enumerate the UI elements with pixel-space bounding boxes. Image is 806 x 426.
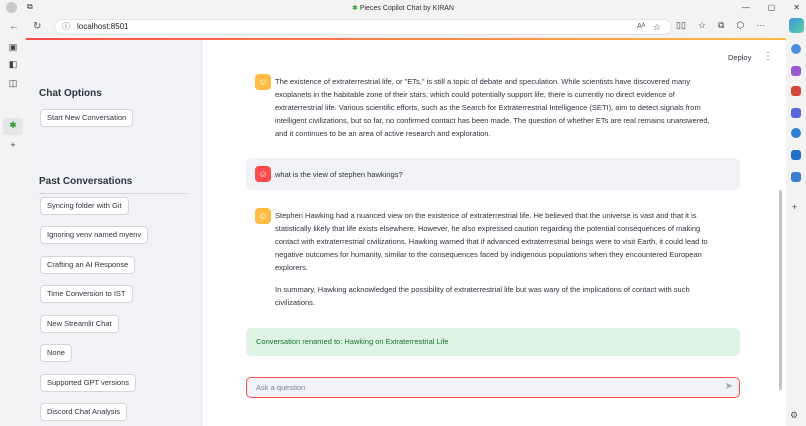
refresh-icon[interactable]: ↻: [33, 21, 42, 32]
past-conversation-button[interactable]: Syncing folder with Git: [40, 197, 129, 215]
new-tab-icon[interactable]: +: [10, 140, 16, 150]
main-content: [203, 40, 786, 426]
browser-right-rail: [786, 38, 806, 426]
close-button[interactable]: ✕: [793, 3, 800, 12]
window-title: ✱ Pieces Copilot Chat by KIRAN: [352, 5, 454, 12]
chat-input[interactable]: [246, 377, 740, 398]
copilot-icon[interactable]: [789, 18, 804, 33]
extensions-icon[interactable]: ⬡: [736, 20, 745, 30]
past-conversation-button[interactable]: Time Conversion to IST: [40, 285, 133, 303]
search-icon[interactable]: [791, 44, 801, 54]
drop-icon[interactable]: [791, 172, 801, 182]
favorite-star-icon[interactable]: ☆: [652, 22, 661, 32]
rename-success-notice: [246, 328, 740, 356]
read-aloud-icon[interactable]: Aᴬ: [637, 23, 645, 30]
past-conversation-button[interactable]: New Streamlit Chat: [40, 315, 119, 333]
chat-input-placeholder[interactable]: Ask a question: [256, 383, 306, 392]
past-conversation-button[interactable]: Supported GPT versions: [40, 374, 136, 392]
user-avatar-icon: ☺: [255, 166, 271, 182]
main-scrollbar[interactable]: [779, 190, 782, 390]
chat-options-title: Chat Options: [39, 88, 102, 99]
discover-icon[interactable]: [791, 66, 801, 76]
puzzle-icon: ✱: [352, 5, 358, 12]
notice-text: Conversation renamed to: Hawking on Extraterrestrial Life: [256, 337, 449, 346]
browser-titlebar: [0, 0, 806, 16]
tools-icon[interactable]: [791, 86, 801, 96]
main-menu-icon[interactable]: ⋮: [763, 51, 773, 62]
url-text[interactable]: localhost:8501: [77, 22, 129, 31]
assistant-message: [246, 207, 740, 312]
assistant-message: [246, 73, 740, 143]
browser-toolbar: [0, 16, 806, 38]
outlook-icon[interactable]: [791, 150, 801, 160]
past-conversation-button[interactable]: None: [40, 344, 72, 362]
settings-gear-icon[interactable]: ⚙: [790, 410, 799, 420]
past-conversation-button[interactable]: Crafting an AI Response: [40, 256, 135, 274]
deploy-button[interactable]: Deploy: [728, 53, 752, 62]
message-text: Stephen Hawking had a nuanced view on the existence of extraterrestrial life. He believed that the universe is vast and that it is statistically likely that life exists elsewhere. However, he also expressed caution regarding the potential consequences of making contact with extraterrestrial civilizations. Hawking warned that if advanced extraterrestrial beings were to visit Earth, it could lead to negative outcomes for humanity, similar to the consequences faced by indigenous populations when they encountered European explorers. In summary, Hawking acknowledged the possibility of extraterrestrial life but was wary of the implications of contact with such civilizations.: [275, 211, 708, 307]
address-bar[interactable]: [54, 19, 672, 35]
split-screen-icon[interactable]: ▯▯: [676, 20, 686, 30]
favorites-icon[interactable]: ☆: [697, 20, 706, 30]
past-conversation-button[interactable]: Discord Chat Analysis: [40, 403, 127, 421]
add-sidebar-app-icon[interactable]: +: [792, 202, 798, 212]
minimize-button[interactable]: —: [741, 3, 750, 12]
collections-icon[interactable]: ⧉: [717, 20, 725, 30]
assistant-avatar-icon: ☺: [255, 208, 271, 224]
pieces-tab-icon[interactable]: ✱: [9, 120, 17, 130]
sidebar: [26, 40, 203, 426]
sidebar-divider: [39, 193, 187, 194]
message-text: what is the view of stephen hawkings?: [275, 170, 403, 179]
tab-icon[interactable]: ◧: [8, 59, 18, 69]
send-icon[interactable]: ➤: [724, 381, 733, 392]
message-text: The existence of extraterrestrial life, or "ETs," is still a topic of debate and speculation. While scientists have discovered many exoplanets in the habitable zone of their stars, which could potentially support life, there is currently no direct evidence of extraterrestrial life. Various scientific efforts, such as the Search for Extraterrestrial Intelligence (SETI), aim to detect signals from intelligent civilizations, but so far, no confirmed contact has been made. The question of whether ETs are real remains unanswered, and it continues to be an area of active research and exploration.: [275, 77, 710, 138]
games-icon[interactable]: [791, 108, 801, 118]
office-icon[interactable]: [791, 128, 801, 138]
site-info-icon[interactable]: ⓘ: [62, 22, 70, 31]
user-message: [246, 158, 740, 190]
start-new-conversation-button[interactable]: Start New Conversation: [40, 109, 133, 127]
assistant-avatar-icon: ☺: [255, 74, 271, 90]
more-menu-icon[interactable]: ···: [756, 20, 766, 30]
maximize-button[interactable]: ▢: [767, 3, 776, 12]
past-conversation-button[interactable]: Ignoring venv named myenv: [40, 226, 148, 244]
past-conversations-title: Past Conversations: [39, 176, 133, 187]
back-icon[interactable]: ←: [9, 21, 19, 32]
workspaces-icon[interactable]: ⧉: [27, 2, 33, 11]
browser-left-rail: [0, 38, 26, 426]
tab-actions-icon[interactable]: ▣: [8, 42, 18, 52]
history-tab-icon[interactable]: ◫: [8, 78, 18, 88]
